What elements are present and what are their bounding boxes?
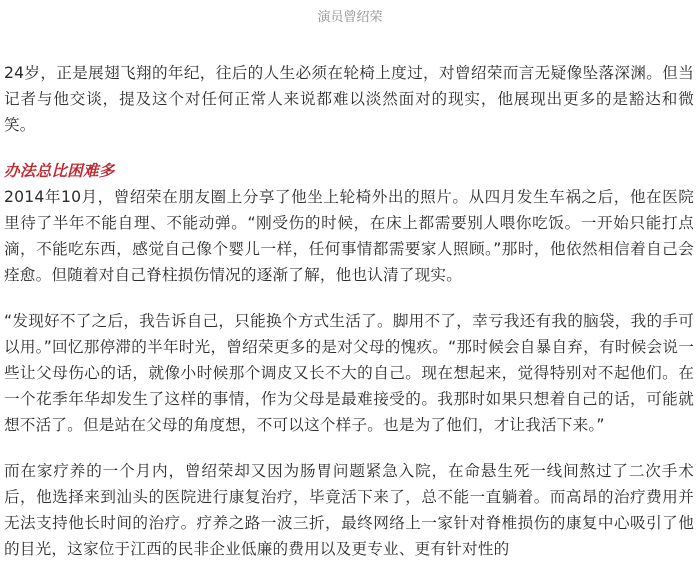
image-caption: 演员曾绍荣 (317, 10, 383, 25)
article-paragraph: 2014年10月，曾绍荣在朋友圈上分享了他坐上轮椅外出的照片。从四月发生车祸之后，他在医院里待了半年不能自理、不能动弹。“刚受伤的时候，在床上都需要别人喂你吃饭。一开始只能打点滴，不能吃东西，感觉自己像个婴儿一样，任何事情都需要家人照顾。”那时，他依然相信着自己会痊愈。但随着对自己脊柱损伤情况的逐渐了解，他也认清了现实。 (4, 188, 694, 284)
section-heading: 办法总比困难多 (4, 162, 115, 180)
article-paragraph: 而在家疗养的一个月内，曾绍荣却又因为肠胃问题紧急入院，在命悬生死一线间熬过了二次手术后，他选择来到汕头的医院进行康复治疗，毕竟活下来了，总不能一直躺着。而高昂的治疗费用并无法支持他长时间的治疗。疗养之路一波三折，最终网络上一家针对脊椎损伤的康复中心吸引了他的目光，这家位于江西的民非企业低廉的费用以及更专业、更有针对性的 (4, 462, 694, 558)
article-paragraph: 24岁，正是展翅飞翔的年纪，往后的人生必须在轮椅上度过，对曾绍荣而言无疑像坠落深渊。但当记者与他交谈，提及这个对任何正常人来说都难以淡然面对的现实，他展现出更多的是豁达和微笑。 (4, 64, 694, 134)
article-paragraph: “发现好不了之后，我告诉自己，只能换个方式生活了。脚用不了，幸亏我还有我的脑袋，我的手可以用。”回忆那停滞的半年时光，曾绍荣更多的是对父母的愧疚。“那时候会自暴自弃，有时候会说一些让父母伤心的话，就像小时候那个调皮又长不大的自己。现在想起来，觉得特别对不起他们。在一个花季年华却发生了这样的事情，作为父母是最难接受的。我那时如果只想着自己的话，可能就想不活了。但是站在父母的角度想，不可以这个样子。也是为了他们，才让我活下来。” (4, 312, 694, 434)
article-body (4, 60, 694, 582)
